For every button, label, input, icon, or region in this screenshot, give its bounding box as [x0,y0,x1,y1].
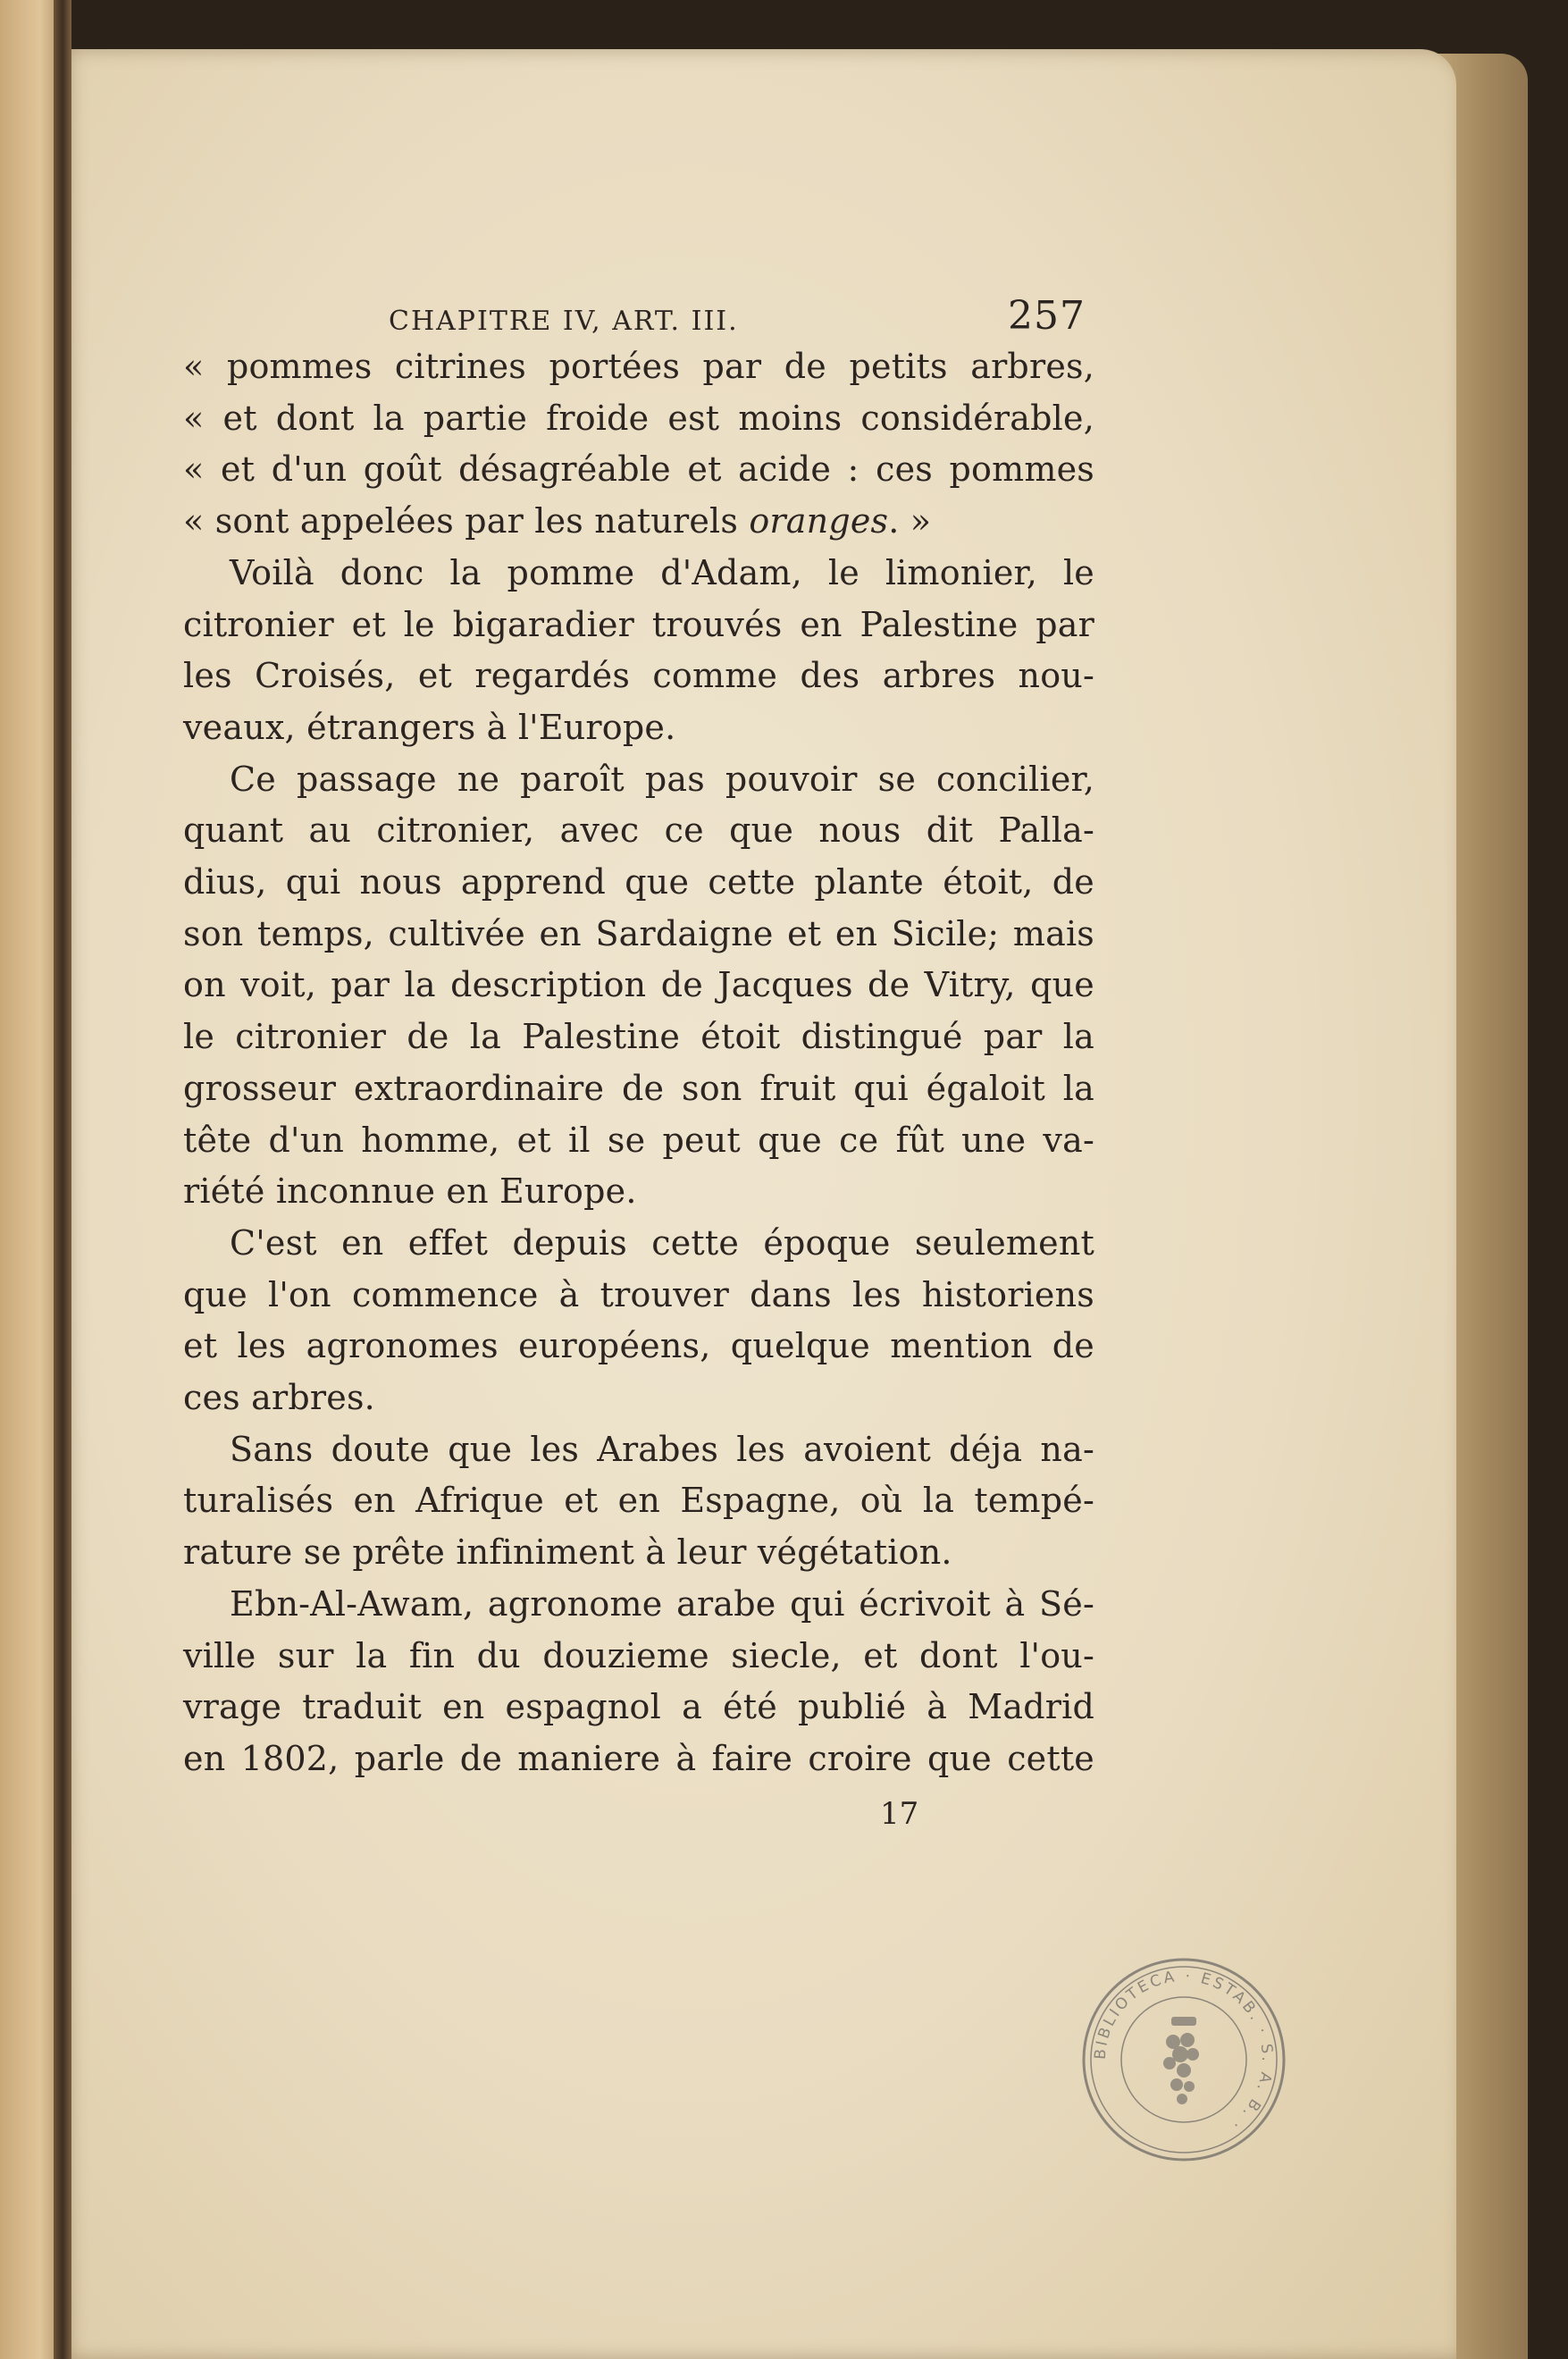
text-line: turalisés en Afrique et en Espagne, où la tempé- [183,1481,1094,1521]
text-line: les Croisés, et regardés comme des arbres nou- [183,656,1094,696]
library-stamp-icon [1077,1952,1291,2167]
text-line: « et dont la partie froide est moins considérable, [183,398,1094,438]
text-line: tête d'un homme, et il se peut que ce fût une va- [183,1120,1094,1160]
text-line: le citronier de la Palestine étoit distingué par la [183,1017,1094,1057]
text-line: dius, qui nous apprend que cette plante étoit, de [183,862,1094,902]
text-line: Voilà donc la pomme d'Adam, le limonier, le [230,552,1094,592]
book-gutter [54,0,71,2359]
text-line: que l'on commence à trouver dans les historiens [183,1274,1094,1314]
text-line: « et d'un goût désagréable et acide : ces pommes [183,449,1094,490]
running-head-title: CHAPITRE IV, ART. III. [389,306,739,337]
text-line: vrage traduit en espagnol a été publié à Madrid [183,1687,1094,1727]
text-line: « pommes citrines portées par de petits arbres, [183,347,1094,386]
text-fragment: « sont appelées par les naturels [183,501,750,541]
text-block [183,286,1094,1785]
text-line: ces arbres. [183,1378,375,1418]
text-line: citronier et le bigaradier trouvés en Palestine par [183,604,1094,644]
text-line: Ce passage ne paroît pas pouvoir se concilier, [230,759,1094,799]
text-line: on voit, par la description de Jacques de Vitry, que [183,965,1094,1005]
text-line: Ebn-Al-Awam, agronome arabe qui écrivoit à Sé- [230,1583,1094,1624]
text-line: et les agronomes européens, quelque mention de [183,1326,1094,1366]
running-head [183,286,1094,341]
text-line [183,496,1094,548]
text-line: veaux, étrangers à l'Europe. [183,707,676,747]
text-line: rature se prête infiniment à leur végétation. [183,1532,952,1573]
stamp-ring-text: BIBLIOTECA · ESTAB. · S. A. B. · [1091,1967,1277,2136]
text-fragment: . » [888,501,932,541]
text-line: quant au citronier, avec ce que nous dit Palla- [183,810,1094,851]
text-line: grosseur extraordinaire de son fruit qui égaloit la [183,1068,1094,1108]
text-line: Sans doute que les Arabes les avoient déja na- [230,1429,1094,1469]
italic-word: oranges [749,501,889,541]
text-line: ville sur la fin du douzieme siecle, et dont l'ou- [183,1635,1094,1675]
text-line: son temps, cultivée en Sardaigne et en Sicile; mais [183,913,1094,953]
text-line: C'est en effet depuis cette époque seulement [230,1222,1094,1263]
signature-mark: 17 [880,1796,919,1832]
page-number: 257 [1008,293,1086,339]
text-line: en 1802, parle de maniere à faire croire que cette [183,1738,1094,1778]
text-line: riété inconnue en Europe. [183,1171,637,1212]
